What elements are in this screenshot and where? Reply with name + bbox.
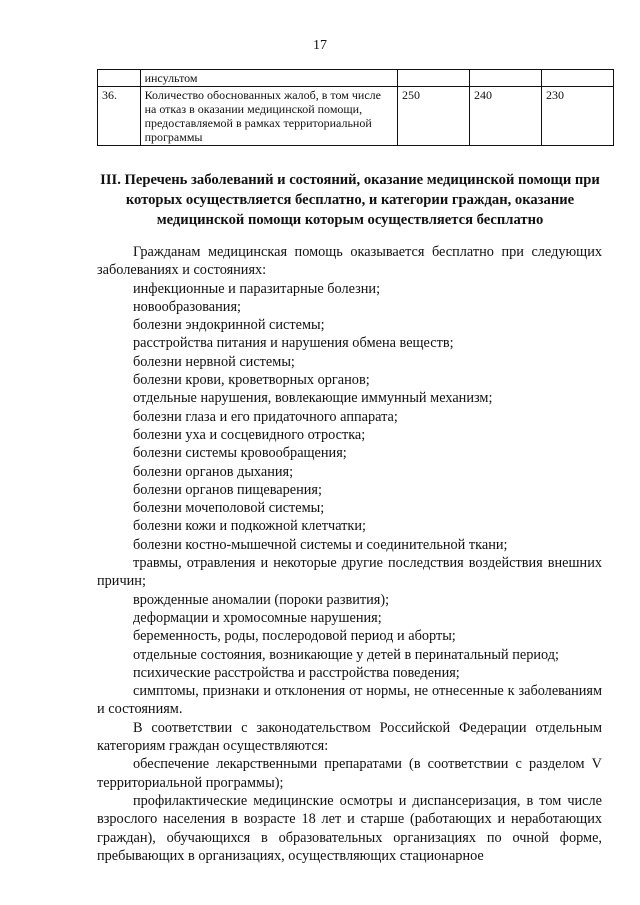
- list-item: беременность, роды, послеродовой период и аборты;: [133, 628, 456, 645]
- list-item: болезни костно-мышечной системы и соединительной ткани;: [133, 536, 508, 553]
- intro-paragraph: Гражданам медицинская помощь оказывается бесплатно при следующих заболеваниях и состояниях:: [97, 244, 602, 279]
- list-item: болезни эндокринной системы;: [133, 317, 325, 334]
- table-row: [98, 70, 614, 87]
- list-item: болезни глаза и его придаточного аппарата;: [133, 408, 398, 425]
- list-item: болезни органов дыхания;: [133, 463, 294, 480]
- conditions-list: [97, 280, 602, 719]
- list-item: травмы, отравления и некоторые другие последствия воздействия внешних причин;: [97, 555, 602, 590]
- list-item: отдельные нарушения, вовлекающие иммунный механизм;: [133, 390, 493, 407]
- value-cell: [541, 70, 613, 87]
- value-cell: [398, 70, 470, 87]
- section-body: [97, 243, 602, 865]
- list-item: болезни мочеполовой системы;: [133, 500, 325, 517]
- list-item: отдельные состояния, возникающие у детей в перинатальный период;: [133, 646, 560, 663]
- list-item: врожденные аномалии (пороки развития);: [133, 591, 390, 608]
- list-item: болезни уха и сосцевидного отростка;: [133, 426, 366, 443]
- list-item: болезни органов пищеварения;: [133, 481, 322, 498]
- row-number-cell: 36.: [98, 87, 141, 146]
- value-cell: 230: [541, 87, 613, 146]
- list-item: новообразования;: [133, 298, 241, 315]
- list-item: расстройства питания и нарушения обмена веществ;: [133, 335, 454, 352]
- list-item: деформации и хромосомные нарушения;: [133, 609, 382, 626]
- list-item: болезни крови, кроветворных органов;: [133, 372, 370, 389]
- indicators-table: [97, 69, 614, 146]
- value-cell: [469, 70, 541, 87]
- provision-paragraph: профилактические медицинские осмотры и диспансеризация, в том числе взрослого населения в возрасте 18 лет и старше (работающих и неработающих граждан), обучающихся в образовательных организациях по очной форме, пребывающих в организациях, осуществляющих стационарное: [97, 792, 602, 864]
- categories-intro-paragraph: В соответствии с законодательством Российской Федерации отдельным категориям граждан осуществляются:: [97, 719, 602, 755]
- row-number-cell: [98, 70, 141, 87]
- value-cell: 240: [469, 87, 541, 146]
- value-cell: 250: [398, 87, 470, 146]
- list-item: болезни системы кровообращения;: [133, 445, 347, 462]
- list-item: болезни нервной системы;: [133, 353, 295, 370]
- indicator-text-cell: Количество обоснованных жалоб, в том числе на отказ в оказании медицинской помощи, предоставляемой в рамках территориальной программы: [140, 87, 397, 146]
- table-row: [98, 87, 614, 146]
- provision-paragraph: обеспечение лекарственными препаратами (в соответствии с разделом V территориальной программы);: [97, 756, 602, 791]
- list-item: психические расстройства и расстройства поведения;: [133, 664, 460, 681]
- list-item: болезни кожи и подкожной клетчатки;: [133, 518, 366, 535]
- page-number: 17: [313, 38, 327, 53]
- section-heading: III. Перечень заболеваний и состояний, оказание медицинской помощи при которых осуществляется бесплатно, и категории граждан, оказание медицинской помощи которым осуществляется бесплатно: [100, 172, 600, 228]
- list-item: инфекционные и паразитарные болезни;: [133, 280, 381, 297]
- indicator-text-cell: инсультом: [140, 70, 397, 87]
- list-item: симптомы, признаки и отклонения от нормы, не отнесенные к заболеваниям и состояниям.: [97, 683, 602, 718]
